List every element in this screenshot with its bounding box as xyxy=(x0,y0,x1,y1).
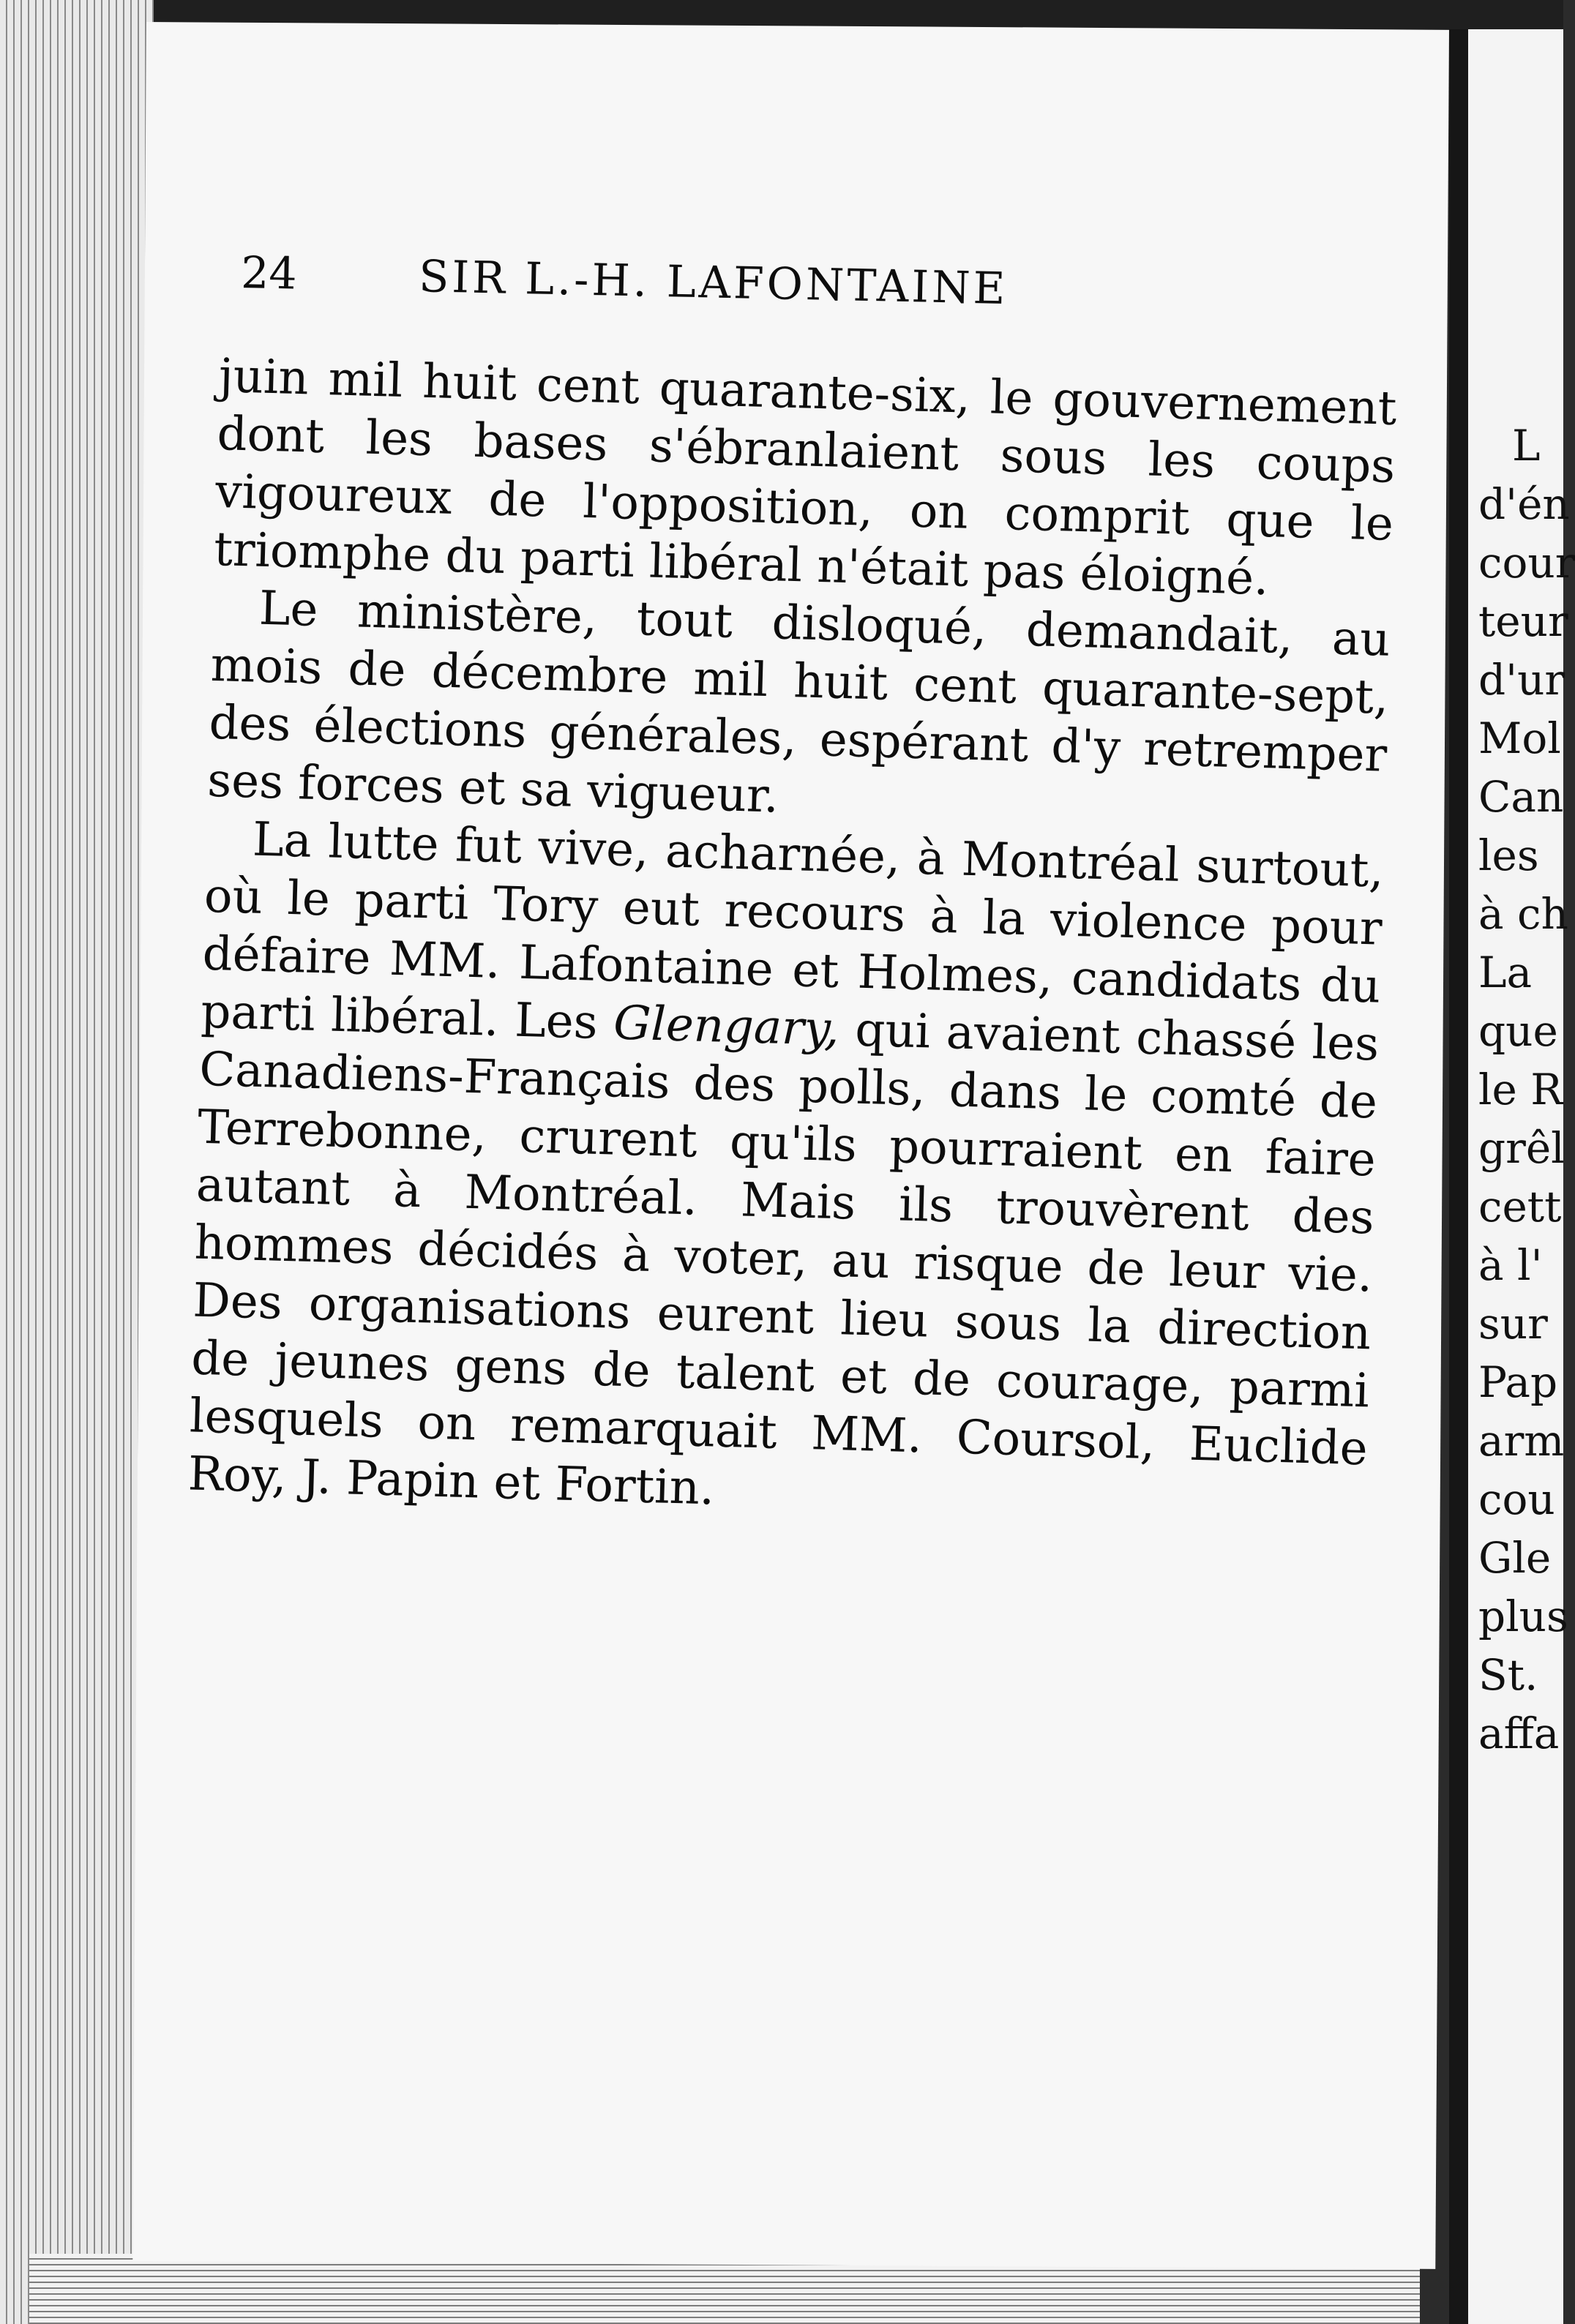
paragraph-3-part-2: qui avaient chassé les Canadiens-Français des polls, dans le comté de Terrebonne, crurent qu'ils pourraient en faire autant à Montréal. Mais ils trouvèrent des hommes décidés à voter, au risque de leur vie. Des organisations eurent lieu sous la direction de jeunes gens de talent et de courage, parmi lesquels on remarquait MM. Coursol, Euclide Roy, J. Papin et Fortin. xyxy=(187,1002,1380,1516)
facing-line: à ch xyxy=(1478,889,1568,939)
facing-line: grêl xyxy=(1478,1123,1565,1173)
facing-line: cour xyxy=(1478,538,1575,588)
facing-line: sur xyxy=(1478,1299,1548,1349)
facing-line: les xyxy=(1478,831,1539,880)
facing-line: d'ur xyxy=(1478,655,1565,705)
facing-line: le R xyxy=(1478,1065,1563,1114)
facing-line: La xyxy=(1478,948,1533,997)
facing-line: St. xyxy=(1478,1650,1538,1700)
facing-line: d'én xyxy=(1478,479,1570,529)
body-text xyxy=(187,348,1397,1536)
glengary-italic: Glengary, xyxy=(613,996,840,1057)
book-page-edges xyxy=(0,0,154,2324)
paragraph-3-part-1: La lutte fut vive, acharnée, à Montréal surtout, où le parti Tory eut recours à la violence pour défaire MM. Lafontaine et Holmes, candidats du parti libéral. Les xyxy=(200,812,1385,1051)
page-number: 24 xyxy=(240,247,298,300)
facing-line: Pap xyxy=(1478,1357,1558,1407)
facing-line: Mol xyxy=(1478,713,1561,763)
paragraph-3 xyxy=(187,810,1385,1537)
facing-line: que xyxy=(1478,1006,1558,1056)
book-gutter-shadow xyxy=(1449,29,1468,2324)
facing-line: teur xyxy=(1478,596,1568,646)
facing-line: affa xyxy=(1478,1709,1560,1758)
facing-line: plus xyxy=(1478,1592,1568,1641)
facing-line: Gle xyxy=(1478,1533,1552,1583)
facing-line: arm xyxy=(1478,1416,1565,1466)
facing-line: Can xyxy=(1478,772,1564,822)
paragraph-1: juin mil huit cent quarante-six, le gouvernement dont les bases s'ébranlaient sous les coups vigoureux de l'opposition, on comprit que le triomphe du parti libéral n'était pas éloigné. xyxy=(213,348,1398,607)
paragraph-2: Le ministère, tout disloqué, demandait, au mois de décembre mil huit cent quarante-sept, des élections générales, espérant d'y retremper ses forces et sa vigueur. xyxy=(206,581,1391,824)
facing-line: à l' xyxy=(1478,1240,1543,1290)
running-title: SIR L.-H. LAFONTAINE xyxy=(418,251,1009,315)
facing-line: L xyxy=(1512,421,1541,471)
facing-page xyxy=(1468,29,1575,2324)
facing-line: cou xyxy=(1478,1474,1555,1524)
facing-line: cett xyxy=(1478,1182,1562,1232)
